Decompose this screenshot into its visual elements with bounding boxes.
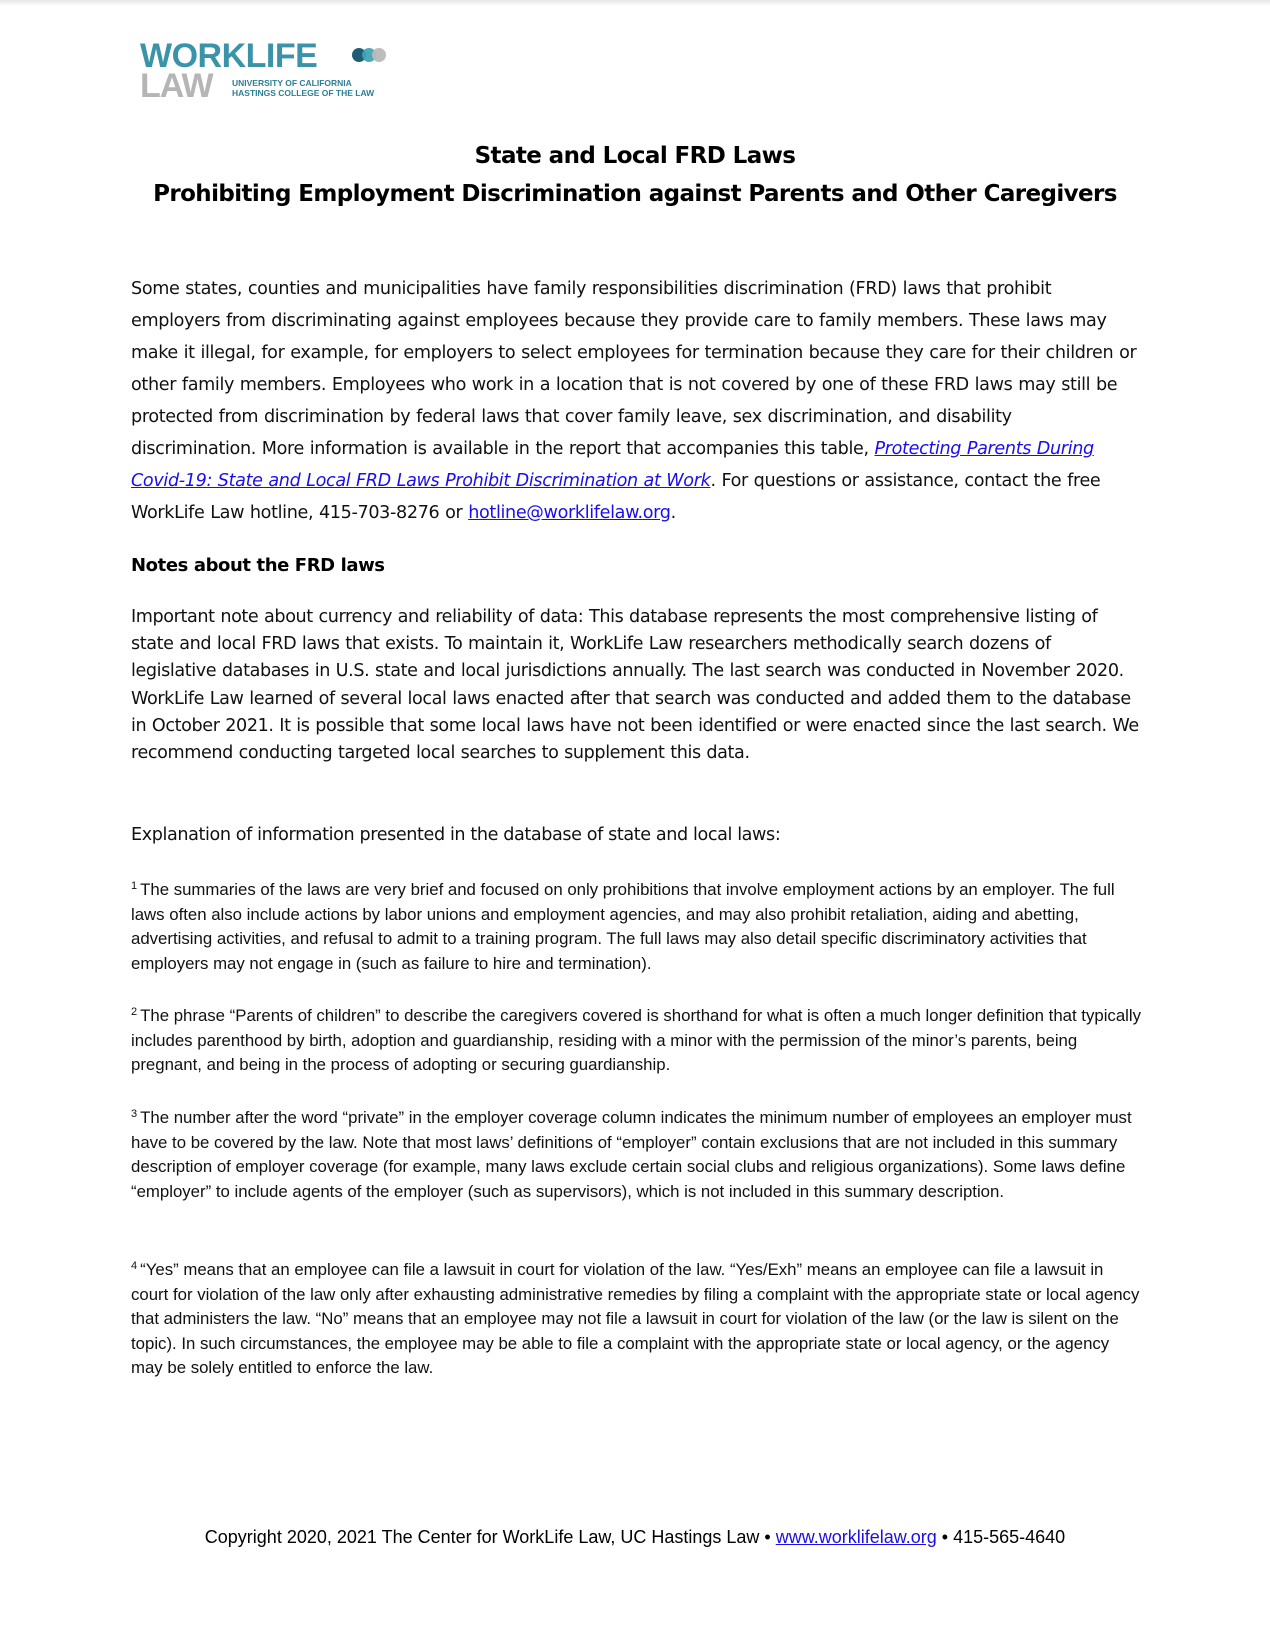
data-reliability-note: Important note about currency and reliability of data: This database represents the most comprehensive listing of state and local FRD laws that exists. To maintain it, WorkLife Law researchers methodically search dozens of legislative databases in U.S. state and local jurisdictions annually. The last search was conducted in November 2020. WorkLife Law learned of several local laws enacted after that search was conducted and added them to the database in October 2021. It is possible that some local laws have not been identified or were enacted since the last search. We recommend conducting targeted local searches to supplement this data.	[131, 607, 1139, 764]
logo-worklife-text: WORKLIFE	[140, 37, 318, 75]
logo-dot-gray-icon	[372, 48, 386, 62]
footnote-1	[131, 878, 1143, 976]
document-title: State and Local FRD Laws	[474, 143, 796, 169]
footnote-text: The number after the word “private” in the employer coverage column indicates the minimum number of employees an employer must have to be covered by the law. Note that most laws’ definitions of “employer” contain exclusions that are not included in this summary description of employer coverage (for example, many laws exclude certain social clubs and religious organizations). Some laws define “employer” to include agents of the employer (such as supervisors), which is not included in this summary description.	[131, 1108, 1132, 1201]
footnote-number: 1	[131, 880, 138, 892]
notes-heading: Notes about the FRD laws	[131, 555, 385, 576]
footnote-number: 2	[131, 1006, 138, 1018]
footnote-3	[131, 1106, 1143, 1204]
hotline-email-link[interactable]: hotline@worklifelaw.org	[468, 503, 671, 523]
website-link[interactable]: www.worklifelaw.org	[775, 1527, 937, 1547]
footer-phone: 415-565-4640	[953, 1527, 1066, 1547]
intro-text: Some states, counties and municipalities have family responsibilities discrimination (FRD) laws that prohibit employers from discriminating against employees because they provide care to family members. These laws may make it illegal, for example, for employers to select employees for termination because they care for their children or other family members. Employees who work in a location that is not covered by one of these FRD laws may still be protected from discrimination by federal laws that cover family leave, sex discrimination, and disability discrimination. More information is available in the report that accompanies this table,	[131, 279, 1137, 459]
explanation-heading: Explanation of information presented in the database of state and local laws:	[131, 825, 781, 845]
footnote-text: “Yes” means that an employee can file a lawsuit in court for violation of the law. “Yes/Exh” means an employee can file a lawsuit in court for violation of the law only after exhausting administrative remedies by filing a complaint with the appropriate state or local agency that administers the law. “No” means that an employee may not file a lawsuit in court for violation of the law (or the law is silent on the topic). In such circumstances, the employee may be able to file a complaint with the appropriate state or local agency, or the agency may be solely entitled to enforce the law.	[131, 1260, 1140, 1377]
logo-circles-icon	[352, 48, 392, 62]
worklife-law-logo	[140, 37, 400, 105]
document-subtitle: Prohibiting Employment Discrimination against Parents and Other Caregivers	[153, 181, 1117, 207]
logo-university-line2: HASTINGS COLLEGE OF THE LAW	[232, 88, 375, 98]
intro-paragraph	[131, 273, 1141, 529]
footnote-2	[131, 1004, 1143, 1078]
footnote-text: The summaries of the laws are very brief and focused on only prohibitions that involve employment actions by an employer. The full laws often also include actions by labor unions and employment agencies, and may also prohibit retaliation, aiding and abetting, advertising activities, and refusal to admit to a training program. The full laws may also detail specific discriminatory activities that employers may not engage in (such as failure to hire and termination).	[131, 880, 1115, 973]
page-footer	[0, 1527, 1270, 1548]
bullet-separator: •	[936, 1527, 954, 1547]
report-link[interactable]: Protecting Parents During Covid-19: State and Local FRD Laws Prohibit Discrimination at Work	[131, 439, 1094, 491]
footnote-number: 3	[131, 1108, 138, 1120]
copyright-text: Copyright 2020, 2021 The Center for WorkLife Law, UC Hastings Law	[204, 1527, 760, 1547]
page-top-shadow	[0, 0, 1270, 6]
logo-law-text: LAW	[140, 67, 213, 105]
logo-university-line1: UNIVERSITY OF CALIFORNIA	[232, 78, 352, 88]
logo-university-text	[232, 78, 374, 98]
footnote-4	[131, 1258, 1143, 1381]
bullet-separator: •	[759, 1527, 776, 1547]
intro-text-contact: . For questions or assistance, contact the free WorkLife Law hotline, 415-703-8276 or	[131, 471, 1101, 523]
footnote-number: 4	[131, 1260, 138, 1272]
intro-text-end: .	[670, 503, 676, 523]
footnote-text: The phrase “Parents of children” to describe the caregivers covered is shorthand for what is often a much longer definition that typically includes parenthood by birth, adoption and guardianship, residing with a minor with the permission of the minor’s parents, being pregnant, and being in the process of adopting or securing guardianship.	[131, 1006, 1141, 1074]
